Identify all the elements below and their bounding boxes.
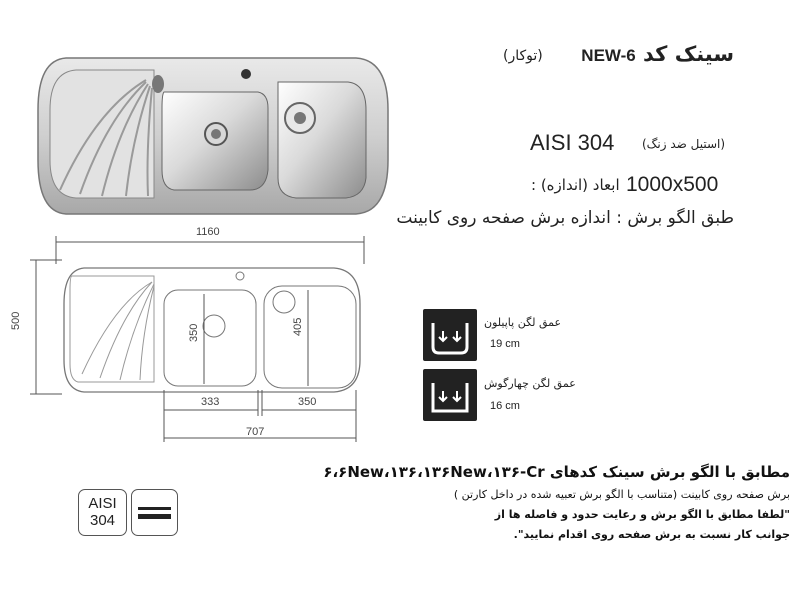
material-badge-line-2: 304 — [89, 512, 116, 529]
square-basin-depth-icon — [423, 369, 477, 421]
footer-line-3: جوانب کار نسبت به برش صفحه روی اقدام نمایید". — [513, 528, 790, 541]
round-basin-depth-icon — [423, 309, 477, 361]
dimension-left-bowl-depth: 350 — [188, 323, 200, 342]
dimension-right-bowl-width: 350 — [298, 396, 317, 408]
thickness-icon — [132, 490, 177, 535]
material-badge-line-1: AISI — [88, 495, 117, 512]
legend-round-basin-label: عمق لگن پاپیلون — [484, 316, 562, 329]
product-title-text: سینک کد — [643, 42, 734, 66]
product-subtitle: (توکار) — [503, 48, 543, 64]
dimension-bowls-total: 707 — [246, 426, 265, 438]
thickness-badge — [131, 489, 178, 536]
material-code: AISI 304 — [530, 130, 615, 155]
sink-product-photo — [36, 50, 390, 220]
dimension-right-bowl-depth: 405 — [292, 317, 304, 336]
footer-line-2: "لطفا مطابق با الگو برش و رعایت حدود و فاصله ها از — [494, 508, 790, 521]
dimension-height: 500 — [10, 311, 22, 330]
footer-line-1: برش صفحه روی کابینت (متناسب با الگو برش تعبیه شده در داخل کارتن ) — [453, 488, 790, 501]
dimension-left-bowl-width: 333 — [201, 396, 220, 408]
footer-title: مطابق با الگو برش سینک کدهای ۶،۶New،۱۳۶،۱۳۶New،۱۳۶-Cr — [323, 463, 790, 481]
cut-template-line: طبق الگو برش : اندازه برش صفحه روی کابینت — [396, 208, 734, 228]
legend-square-basin-value: 16 cm — [490, 400, 520, 412]
dimensions-label: ابعاد (اندازه) : — [531, 176, 620, 194]
dimension-overall-width: 1160 — [196, 226, 220, 238]
legend-square-basin-label: عمق لگن چهارگوش — [484, 377, 576, 390]
product-code: NEW-6 — [581, 46, 636, 65]
material-label: (استیل ضد زنگ) — [642, 137, 726, 151]
legend-round-basin-value: 19 cm — [490, 338, 520, 350]
product-title — [581, 42, 734, 66]
material-badge — [78, 489, 127, 536]
dimensions-value: 1000x500 — [626, 173, 719, 196]
